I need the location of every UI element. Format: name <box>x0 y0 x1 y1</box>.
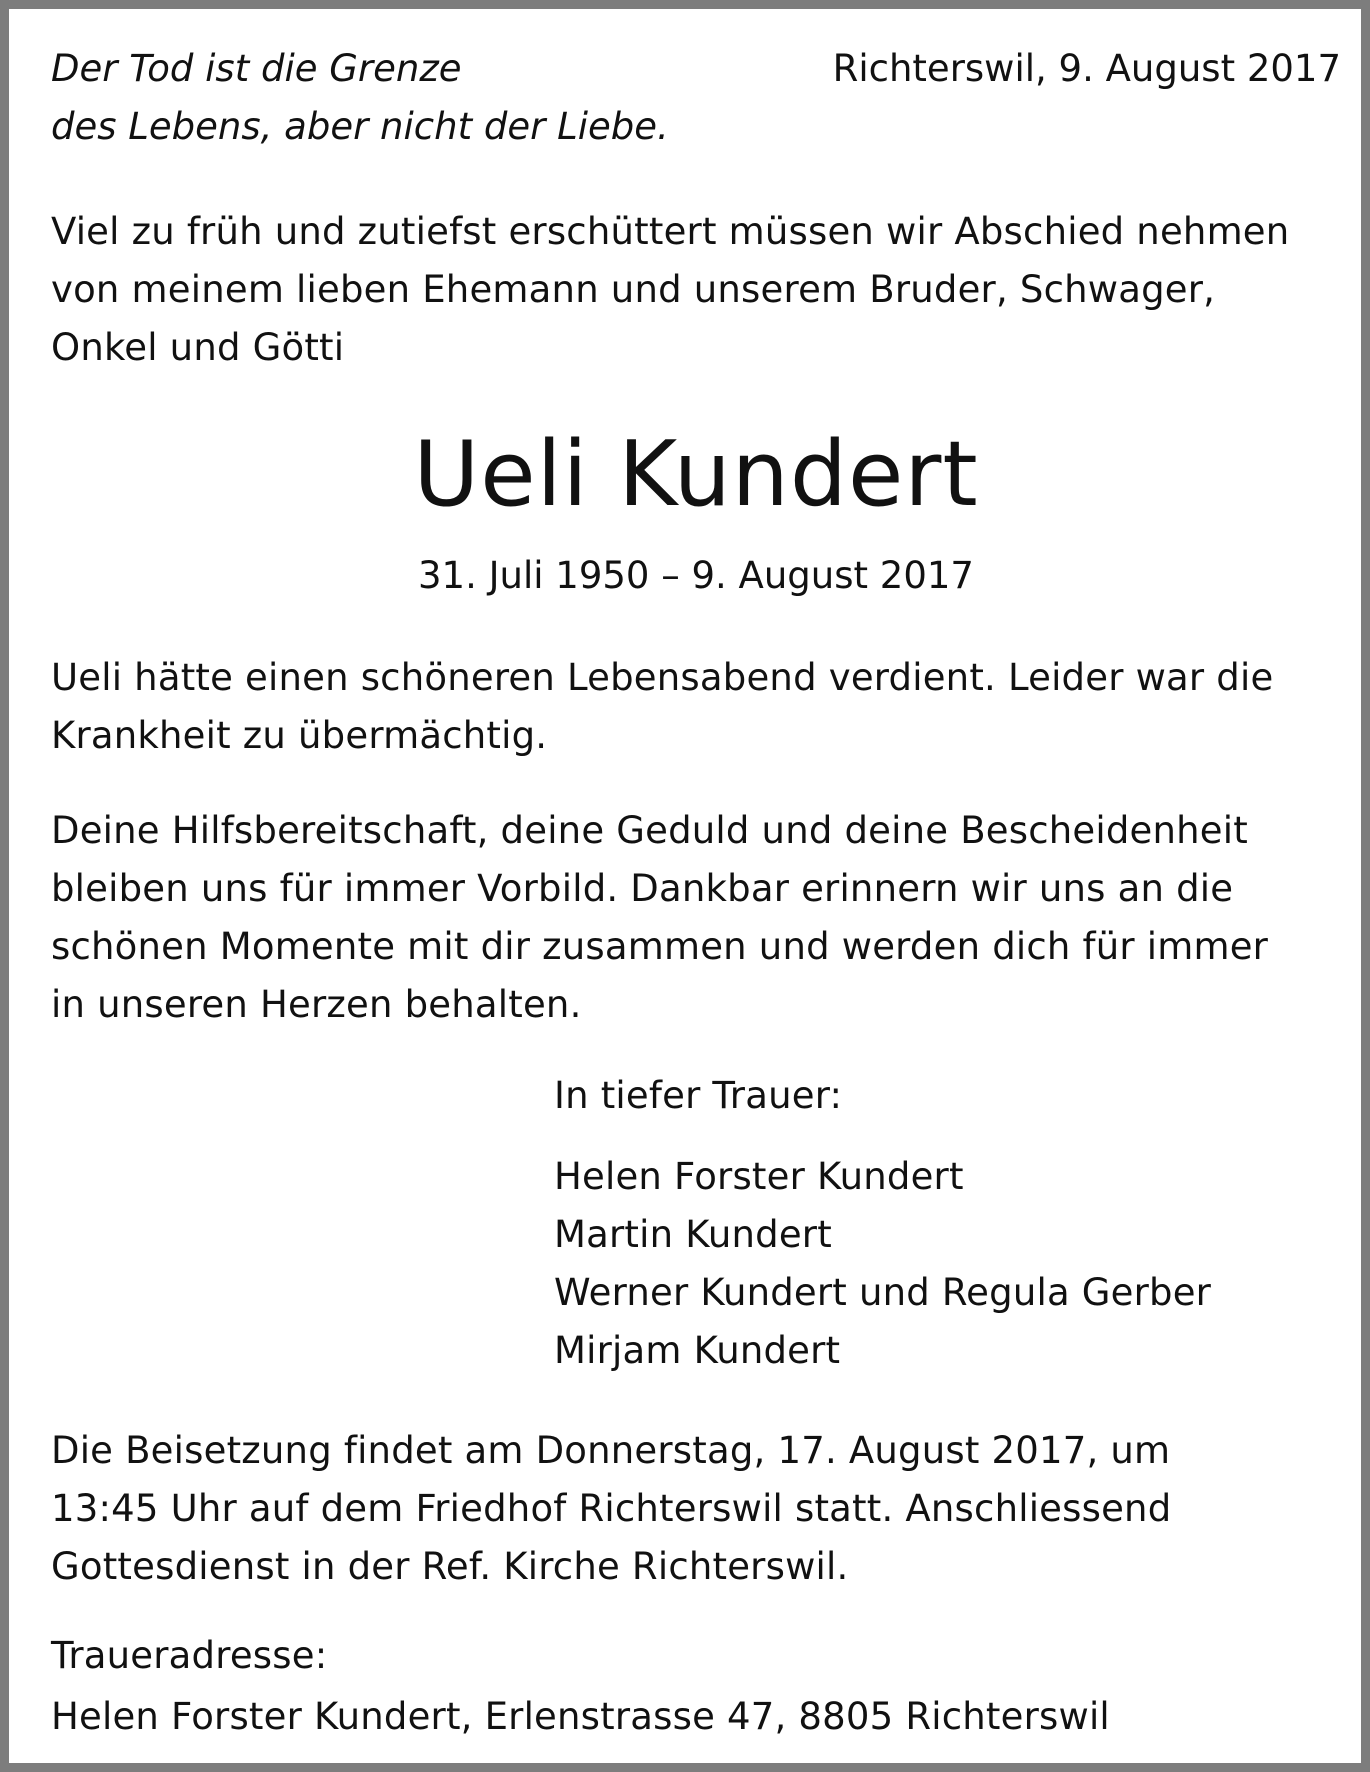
motto-line: Der Tod ist die Grenze <box>51 47 462 90</box>
paragraph-line: Deine Hilfsbereitschaft, deine Geduld und deine Bescheidenheit <box>51 809 1248 852</box>
paragraph-line: Krankheit zu übermächtig. <box>51 714 548 757</box>
mourner-name: Martin Kundert <box>554 1213 832 1256</box>
intro-line: von meinem lieben Ehemann und unserem Bruder, Schwager, <box>51 268 1216 311</box>
mourners-list <box>554 1148 1211 1380</box>
mourning-heading: In tiefer Trauer: <box>554 1074 843 1117</box>
funeral-line: 13:45 Uhr auf dem Friedhof Richterswil statt. Anschliessend <box>51 1487 1172 1530</box>
intro-line: Viel zu früh und zutiefst erschüttert müssen wir Abschied nehmen <box>51 210 1290 253</box>
place-date: Richterswil, 9. August 2017 <box>832 47 1341 90</box>
mourner-name: Mirjam Kundert <box>554 1329 841 1372</box>
mourner-name: Werner Kundert und Regula Gerber <box>554 1271 1212 1314</box>
motto-line: des Lebens, aber nicht der Liebe. <box>51 105 669 148</box>
paragraph-1 <box>51 649 1273 765</box>
funeral-paragraph <box>51 1422 1171 1596</box>
paragraph-line: in unseren Herzen behalten. <box>51 983 582 1026</box>
mourning-address: Helen Forster Kundert, Erlenstrasse 47, 8805 Richterswil <box>51 1695 1110 1738</box>
motto <box>51 40 669 156</box>
intro-line: Onkel und Götti <box>51 326 345 369</box>
address-label: Traueradresse: <box>51 1634 328 1677</box>
paragraph-line: schönen Momente mit dir zusammen und werden dich für immer <box>51 925 1269 968</box>
intro-paragraph <box>51 203 1289 377</box>
deceased-name: Ueli Kundert <box>413 422 979 527</box>
paragraph-2 <box>51 802 1268 1034</box>
funeral-line: Die Beisetzung findet am Donnerstag, 17. August 2017, um <box>51 1429 1171 1472</box>
paragraph-line: Ueli hätte einen schöneren Lebensabend verdient. Leider war die <box>51 656 1274 699</box>
life-dates: 31. Juli 1950 – 9. August 2017 <box>418 554 974 597</box>
funeral-line: Gottesdienst in der Ref. Kirche Richterswil. <box>51 1545 849 1588</box>
mourner-name: Helen Forster Kundert <box>554 1155 964 1198</box>
paragraph-line: bleiben uns für immer Vorbild. Dankbar erinnern wir uns an die <box>51 867 1234 910</box>
